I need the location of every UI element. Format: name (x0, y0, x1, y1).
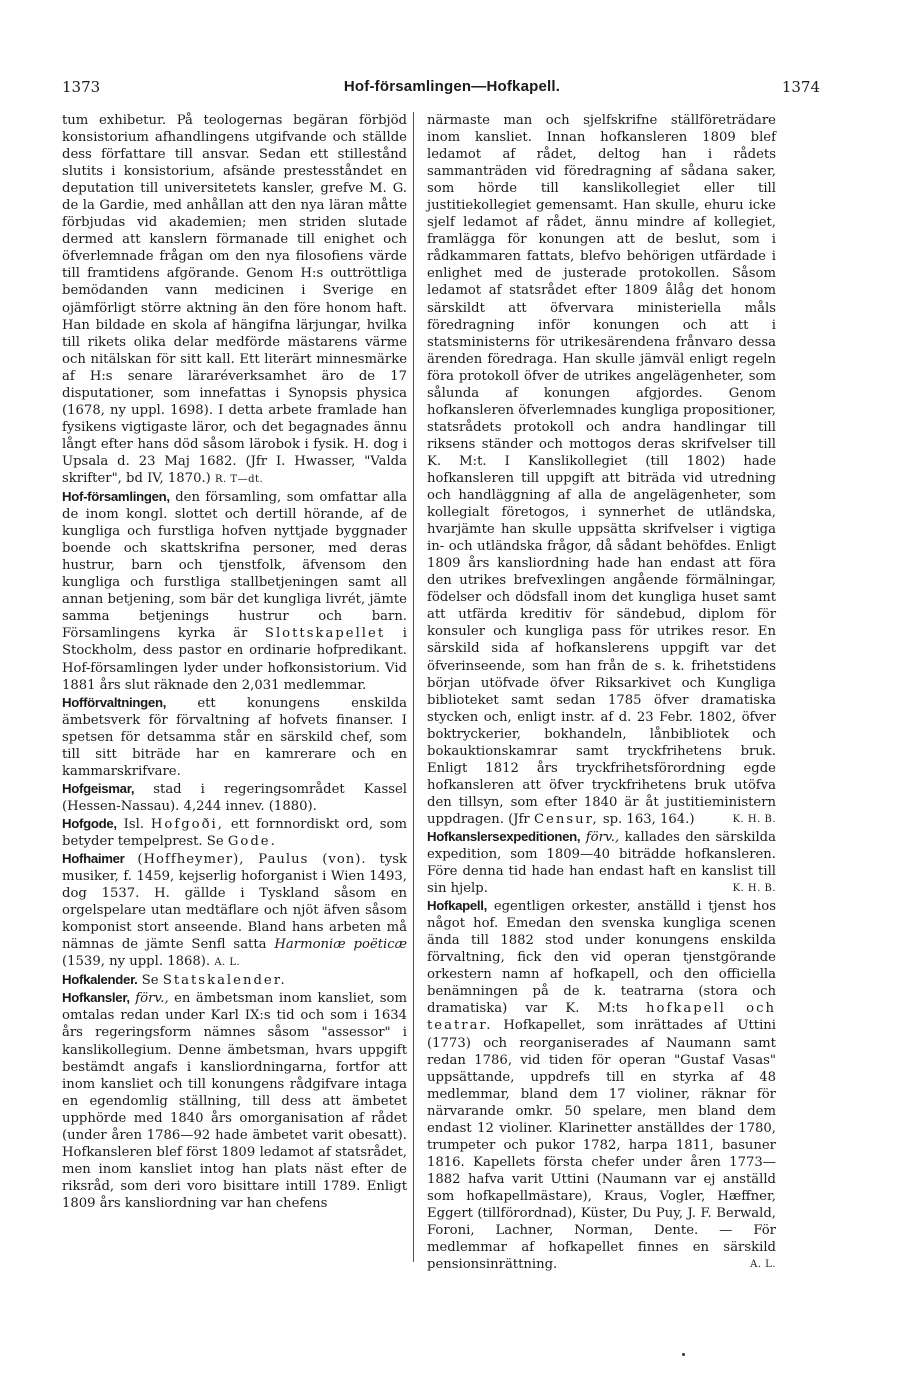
headword: Hofförvaltningen, (62, 694, 167, 710)
column-divider (413, 112, 414, 1262)
entry-hofforvaltningen: Hofförvaltningen, ett konungens enskilda ämbetsverk för förvaltning af hofvets finanser. I spetsen för detsamma står en särskild chef, som till sitt biträde har en kamrerare och en kammarskrifvare. (62, 694, 407, 779)
entry-hofkalender: Hofkalender. Se Statskalender. (62, 972, 287, 989)
headword: Hofkapell, (427, 898, 488, 914)
entry-hofhaimer: Hofhaimer (Hoffheymer), Paulus (von). tysk musiker, f. 1459, kejserlig hoforganist i Wien 1493, dog 1537. H. gällde i Tyskland såsom en orgelspelare utan medtäflare och njöt äfven såsom komponist stort anseende. Bland hans arbeten må nämnas de jämte Senfl satta Harmoniæ poëticæ (1539, ny uppl. 1868). A. L. (62, 851, 408, 970)
headword: Hofgode, (62, 815, 117, 831)
entry-hofkanslersexpeditionen: Hofkanslersexpeditionen, förv., kallades den särskilda expedition, som 1809—40 biträdde hofkansleren. Före denna tid hade han endast haft en kanslist till sin hjelp. K. H. B. (427, 828, 776, 897)
entry-hofgeismar: Hofgeismar, stad i regeringsområdet Kassel (Hessen-Nassau). 4,244 innev. (1880). (62, 780, 407, 814)
page-number-left: 1373 (62, 78, 101, 96)
headword: Hofhaimer (62, 851, 125, 867)
entry-hofkapell: Hofkapell, egentligen orkester, anställd i tjenst hos något hof. Emedan den svenska kungliga scenen ända till 1882 stod under konungens enskilda förvaltning, fick den vid operan tjenstgörande orkestern namn af hofkapell, och den officiella benämningen på de k. teatrarna (stora och dramatiska) var K. M:ts hofkapell och teatrar. Hofkapellet, som inrättades af Uttini (1773) och reorganiserades af Naumann samt redan 1786, vid tiden för operan "Gustaf Vasas" uppsättande, uppdrefs till en styrka af 48 medlemmar, bland dem 17 violiner, räknar för närvarande omkr. 50 spelare, men bland dem endast 12 violiner. Klarinetter anställdes der 1780, trumpeter och pukor 1782, harpa 1811, basuner 1816. Kapellets första chefer under åren 1773—1882 hafva varit Uttini (Naumann var ej anställd som hofkapellmästare), Kraus, Vogler, Hæffner, Eggert (tillförordnad), Küster, Du Puy, J. F. Berwald, Foroni, Lachner, Norman, Dente. — För medlemmar af hofkapellet finnes en särskild pensionsinrättning. A. L. (427, 898, 776, 1273)
running-title: Hof-församlingen—Hofkapell. (343, 78, 561, 95)
right-column (427, 112, 776, 1273)
page-number-right: 1374 (781, 78, 820, 96)
signature: K. H. B. (732, 813, 776, 825)
entry-hofkansler-continued: närmaste man och sjelfskrifne ställföreträdare inom kansliet. Innan hofkansleren 1809 blef ledamot af rådet, deltog han i rådets sammanträden vid föredragning af sådana saker, som hörde till kanslikollegiet eller till justitiekollegiet gemensamt. Han skulle, ehuru icke sjelf ledamot af rådet, ännu mindre af kollegiet, framlägga för konungen att de beslut, som i rådkammaren fattats, blefvo behörigen utfärdade i enlighet med de justerade protokollen. Såsom ledamot af statsrådet efter 1809 ålåg det honom särskildt att öfvervara ministeriella måls föredragning inför konungen och att i statsministerns för utrikesärendena frånvaro dessa ärenden föredraga. Han skulle jämväl enligt regeln föra protokoll öfver de utrikes angelägenheter, som sålunda af konungen afgjordes. Genom hofkansleren öfverlemnades kungliga propositioner, statsrådets protokoll och andra handlingar till riksens ständer och mottogos deras skrifvelser till K. M:t. I Kanslikollegiet (till 1802) hade hofkansleren till uppgift att biträda vid utredning och handläggning af alla de angelägenheter, som kollegialt företogos, i synnerhet de utländska, hvarjämte han skulle uppsätta skrifvelser i vigtiga in- och utländska frågor, då sådant behöfdes. Enligt 1809 års kansliordning hade han endast att föra den utrikes brefvexlingen angående förmälningar, födelser och dödsfall inom det kungliga huset samt att utfärda kreditiv för sändebud, diplom för konsuler och kungliga pass för utrikes resor. En särskild sida af hofkanslerens uppgift var det öfverinseende, som han från de s. k. frihetstidens början utöfvade öfver Riksarkivet och Kungliga biblioteket samt sedan 1785 öfver dramatiska stycken och, enligt instr. af d. 23 Febr. 1802, öfver boktryckerier, bokhandeln, lånbibliotek och bokauktionskamrar samt tryckfrihetens bruk. Enligt 1812 års tryckfrihetsförordning egde hofkansleren att öfver tryckfrihetens bruk utöfva den tillsyn, som efter 1840 är åt justitieministern uppdragen. (Jfr Censur, sp. 163, 164.) K. H. B. (427, 113, 776, 827)
entry-hofgode: Hofgode, Isl. Hofgoði, ett fornnordiskt ord, som betyder tempelprest. Se Gode. (62, 815, 407, 849)
page-header (0, 78, 904, 98)
headword: Hofkalender. (62, 972, 138, 988)
left-column (62, 112, 407, 1212)
ink-speck (682, 1353, 685, 1356)
headword: Hofkansler, (62, 990, 130, 1006)
headword: Hofgeismar, (62, 780, 135, 796)
signature: R. T—dt. (215, 473, 264, 485)
signature: A. L. (214, 957, 241, 969)
signature: K. H. B. (732, 883, 776, 895)
signature: A. L. (750, 1259, 776, 1271)
entry-hofkansler: Hofkansler, förv., en ämbetsman inom kansliet, som omtalas redan under Karl IX:s tid och som i 1634 års regeringsform nämnes såsom "assessor" i kanslikollegium. Denne ämbetsman, hvars uppgift bestämdt angafs i kansliordningarna, fortfor att inom kansliet och till konungens rådgifvare intaga en egendomlig ställning, till dess att ämbetet upphörde med 1840 års omorganisation af rådet (under åren 1786—92 hade ämbetet varit obesatt). Hofkansleren blef först 1809 ledamot af statsrådet, men inom kansliet intog han plats näst efter de riksråd, som deri voro bisittare intill 1789. Enligt 1809 års kansliordning var han chefens (62, 990, 407, 1211)
entry-hof-forsamlingen: Hof-församlingen, den församling, som omfattar alla de inom kongl. slottet och dertill hörande, af de kungliga och furstliga hofven nyttjade byggnader boende och skattskrifna personer, med deras hustrur, barn och tjenstfolk, äfvensom den kungliga och furstliga stallbetjeningen samt all annan betjening, som bär det kungliga livrét, jämte samma betjenings hustrur och barn. Församlingens kyrka är Slottskapellet i Stockholm, dess pastor en ordinarie hofpredikant. Hof-församlingen lyder under hofkonsistorium. Vid 1881 års slut räknade den 2,031 medlemmar. (62, 489, 407, 693)
entry-hoffvenius-continued: tum exhibetur. På teologernas begäran förbjöd konsistorium afhandlingens utgifvande och ställde dess författare till ansvar. Sedan ett stillestånd slutits i konsistorium, afsände prestesståndet en deputation till universitetets kansler, grefve M. G. de la Gardie, med anhållan att den nya läran måtte förbjudas vid akademien; men striden slutade dermed att kanslern förmanade till enighet och öfverlemnade frågan om den nya filosofiens värde till framtidens afgörande. Genom H:s outtröttliga bemödanden vann medicinen i Sverige en ojämförligt större aktning än den före honom haft. Han bildade en skola af hängifna lärjungar, hvilka till rikets olika delar medförde mästarens värme och nitälskan för sitt kall. Ett literärt minnesmärke af H:s senare läraréverksamhet äro de 17 disputationer, som innefattas i Synopsis physica (1678, ny uppl. 1698). I detta arbete framlade han fysikens vigtigaste läror, och det begagnades ännu långt efter hans död såsom lärobok i fysik. H. dog i Upsala d. 23 Maj 1682. (Jfr I. Hwasser, "Valda skrifter", bd IV, 1870.) R. T—dt. (62, 113, 407, 486)
headword: Hofkanslersexpeditionen, (427, 828, 581, 844)
headword: Hof-församlingen, (62, 489, 170, 505)
